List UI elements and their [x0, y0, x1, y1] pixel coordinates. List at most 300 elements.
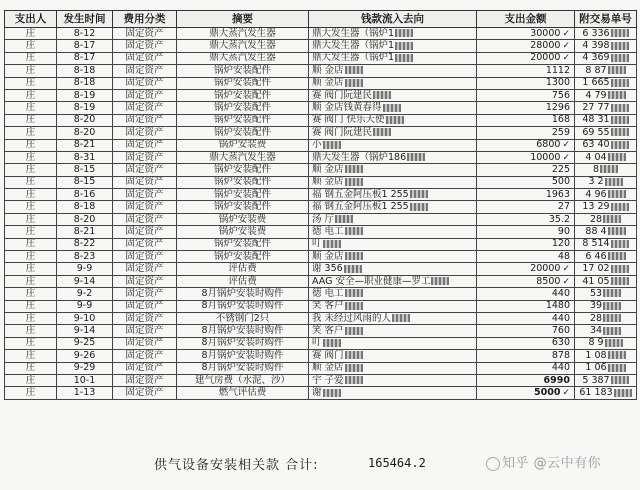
date-text: 8-18	[73, 64, 96, 76]
category-text: 固定资产	[125, 52, 164, 64]
date-text: 9-2	[76, 287, 93, 299]
destination-cell	[309, 164, 477, 176]
amount-text: 10000	[530, 151, 561, 163]
destination-cell	[309, 300, 477, 312]
redaction-mark	[603, 327, 621, 335]
redaction-mark	[600, 165, 618, 173]
column-header-summary: 摘要	[177, 11, 309, 28]
amount-cell	[477, 350, 575, 362]
redaction-mark	[608, 91, 626, 99]
category-text: 固定资产	[125, 114, 164, 126]
payer-text: 庄	[25, 374, 36, 386]
table-row	[5, 114, 637, 126]
summary-cell	[177, 275, 309, 287]
summary-text: 锅炉安装配件	[213, 126, 271, 138]
summary-text: 不锈钢门2只	[215, 312, 270, 324]
summary-text: 锅炉安装配件	[213, 250, 271, 262]
payer-cell	[5, 251, 57, 263]
date-text: 9-14	[73, 275, 96, 287]
date-text: 8-17	[73, 52, 96, 64]
transaction-ref-text: 61 183	[579, 387, 613, 399]
date-cell	[57, 350, 113, 362]
transaction-ref-text: 1 665	[582, 77, 610, 89]
summary-text: 锅炉安装配件	[213, 188, 271, 200]
column-header-amount: 支出金额	[477, 11, 575, 28]
destination-text: 我 未经过风雨的人	[312, 312, 392, 324]
summary-cell	[177, 201, 309, 213]
summary-cell	[177, 337, 309, 349]
payer-text: 庄	[25, 163, 36, 175]
destination-cell	[309, 189, 477, 201]
transaction-ref-text: 88 4	[585, 225, 607, 237]
date-cell	[57, 151, 113, 163]
category-cell	[113, 65, 177, 77]
date-cell	[57, 325, 113, 337]
transaction-ref-cell	[575, 238, 637, 250]
date-text: 8-16	[73, 188, 96, 200]
category-cell	[113, 350, 177, 362]
amount-cell	[477, 226, 575, 238]
table-row	[5, 374, 637, 386]
amount-cell	[477, 176, 575, 188]
amount-cell	[477, 127, 575, 139]
category-text: 固定资产	[125, 64, 164, 76]
category-cell	[113, 28, 177, 40]
date-text: 8-20	[73, 126, 96, 138]
transaction-ref-text: 34	[589, 325, 603, 337]
amount-text: 28000	[530, 40, 561, 52]
redaction-mark	[611, 203, 629, 211]
summary-cell	[177, 226, 309, 238]
transaction-ref-cell	[575, 77, 637, 89]
amount-cell	[477, 65, 575, 77]
date-cell	[57, 28, 113, 40]
category-cell	[113, 325, 177, 337]
payer-text: 庄	[25, 349, 36, 361]
summary-cell	[177, 65, 309, 77]
destination-cell	[309, 176, 477, 188]
date-text: 9-9	[76, 263, 93, 275]
amount-cell	[477, 89, 575, 101]
payer-text: 庄	[25, 287, 36, 299]
amount-text: 35.2	[548, 213, 570, 225]
category-cell	[113, 176, 177, 188]
transaction-ref-text: 3 2	[588, 176, 604, 188]
category-text: 固定资产	[125, 201, 164, 213]
summary-text: 锅炉安装配件	[213, 201, 271, 213]
amount-text: 630	[551, 337, 570, 349]
payer-text: 庄	[25, 362, 36, 374]
transaction-ref-text: 4 398	[582, 40, 610, 52]
payer-cell	[5, 77, 57, 89]
amount-cell	[477, 387, 575, 399]
summary-cell	[177, 288, 309, 300]
amount-cell	[477, 139, 575, 151]
table-row	[5, 102, 637, 114]
summary-text: 锅炉安装配件	[213, 102, 271, 114]
amount-cell	[477, 238, 575, 250]
date-cell	[57, 65, 113, 77]
amount-cell	[477, 288, 575, 300]
redaction-mark	[611, 376, 629, 384]
redaction-mark	[611, 54, 629, 62]
amount-text: 27	[557, 201, 570, 213]
amount-cell	[477, 275, 575, 287]
redaction-mark	[323, 389, 341, 397]
date-text: 8-20	[73, 114, 96, 126]
category-text: 固定资产	[125, 287, 164, 299]
redaction-mark	[323, 141, 341, 149]
payer-cell	[5, 275, 57, 287]
category-text: 固定资产	[125, 362, 164, 374]
destination-cell	[309, 337, 477, 349]
date-cell	[57, 387, 113, 399]
transaction-ref-text: 4 369	[582, 52, 610, 64]
redaction-mark	[608, 190, 626, 198]
payer-text: 庄	[25, 275, 36, 287]
summary-cell	[177, 127, 309, 139]
summary-text: 8月锅炉安装时购件	[201, 287, 284, 299]
payer-cell	[5, 325, 57, 337]
payer-cell	[5, 337, 57, 349]
category-cell	[113, 102, 177, 114]
summary-text: 锅炉安装配件	[213, 89, 271, 101]
category-cell	[113, 238, 177, 250]
amount-text: 5000	[534, 387, 561, 399]
category-cell	[113, 114, 177, 126]
table-row	[5, 40, 637, 52]
payer-text: 庄	[25, 225, 36, 237]
redaction-mark	[608, 364, 626, 372]
transaction-ref-cell	[575, 387, 637, 399]
date-text: 9-25	[73, 337, 96, 349]
date-cell	[57, 251, 113, 263]
payer-text: 庄	[25, 250, 36, 262]
category-text: 固定资产	[125, 89, 164, 101]
summary-cell	[177, 362, 309, 374]
transaction-ref-cell	[575, 325, 637, 337]
payer-text: 庄	[25, 27, 36, 39]
summary-cell	[177, 89, 309, 101]
date-cell	[57, 362, 113, 374]
amount-text: 259	[551, 126, 570, 138]
summary-cell	[177, 325, 309, 337]
destination-text: 顺 金店	[312, 362, 344, 374]
summary-cell	[177, 263, 309, 275]
table-row	[5, 251, 637, 263]
summary-cell	[177, 251, 309, 263]
destination-cell	[309, 65, 477, 77]
transaction-ref-text: 5 387	[582, 374, 610, 386]
transaction-ref-cell	[575, 189, 637, 201]
destination-cell	[309, 89, 477, 101]
transaction-ref-text: 1 06	[585, 362, 607, 374]
destination-text: 顺 金店	[312, 64, 344, 76]
destination-text: 福 钢五金阿压板1 255	[312, 201, 409, 213]
payer-cell	[5, 374, 57, 386]
redaction-mark	[345, 165, 363, 173]
summary-cell	[177, 350, 309, 362]
payer-cell	[5, 176, 57, 188]
transaction-ref-cell	[575, 263, 637, 275]
checkmark-icon: ✓	[562, 53, 570, 64]
date-cell	[57, 312, 113, 324]
column-header-payer: 支出人	[5, 11, 57, 28]
date-cell	[57, 374, 113, 386]
redaction-mark	[345, 376, 363, 384]
checkmark-icon: ✓	[562, 41, 570, 52]
summary-text: 锅炉安装费	[218, 225, 267, 237]
category-text: 固定资产	[125, 238, 164, 250]
category-text: 固定资产	[125, 213, 164, 225]
category-text: 固定资产	[125, 77, 164, 89]
destination-cell	[309, 151, 477, 163]
amount-cell	[477, 151, 575, 163]
redaction-mark	[323, 339, 341, 347]
summary-text: 锅炉安装配件	[213, 176, 271, 188]
destination-cell	[309, 263, 477, 275]
table-row	[5, 176, 637, 188]
table-row	[5, 226, 637, 238]
date-cell	[57, 337, 113, 349]
redaction-mark	[614, 389, 632, 397]
date-text: 8-21	[73, 225, 96, 237]
category-cell	[113, 312, 177, 324]
transaction-ref-text: 27 77	[582, 102, 610, 114]
redaction-mark	[608, 153, 626, 161]
destination-cell	[309, 325, 477, 337]
destination-text: 赛 阀门 快乐天使	[312, 114, 385, 126]
summary-cell	[177, 151, 309, 163]
category-text: 固定资产	[125, 312, 164, 324]
date-cell	[57, 40, 113, 52]
summary-cell	[177, 52, 309, 64]
date-cell	[57, 275, 113, 287]
redaction-mark	[345, 364, 363, 372]
transaction-ref-text: 8 87	[585, 64, 607, 76]
checkmark-icon: ✓	[562, 264, 570, 275]
destination-text: 顺 金店	[312, 77, 344, 89]
date-cell	[57, 114, 113, 126]
payer-text: 庄	[25, 213, 36, 225]
destination-text: 鼎大发生器（锅炉186	[312, 151, 407, 163]
payer-cell	[5, 288, 57, 300]
destination-cell	[309, 102, 477, 114]
redaction-mark	[345, 66, 363, 74]
redaction-mark	[344, 265, 362, 273]
date-text: 8-17	[73, 40, 96, 52]
payer-cell	[5, 40, 57, 52]
amount-cell	[477, 102, 575, 114]
payer-text: 庄	[25, 312, 36, 324]
date-text: 8-21	[73, 139, 96, 151]
date-text: 10-1	[73, 374, 96, 386]
destination-cell	[309, 52, 477, 64]
payer-cell	[5, 114, 57, 126]
redaction-mark	[603, 314, 621, 322]
date-cell	[57, 238, 113, 250]
redaction-mark	[603, 215, 621, 223]
amount-cell	[477, 263, 575, 275]
transaction-ref-text: 8	[592, 163, 600, 175]
transaction-ref-cell	[575, 151, 637, 163]
payer-text: 庄	[25, 387, 36, 399]
payer-text: 庄	[25, 263, 36, 275]
date-text: 8-18	[73, 77, 96, 89]
checkmark-icon: ✓	[562, 140, 570, 151]
payer-cell	[5, 28, 57, 40]
destination-text: 福 钢五金阿压板1 255	[312, 188, 409, 200]
transaction-ref-text: 48 31	[582, 114, 610, 126]
category-text: 固定资产	[125, 250, 164, 262]
payer-cell	[5, 350, 57, 362]
date-cell	[57, 226, 113, 238]
destination-cell	[309, 77, 477, 89]
redaction-mark	[383, 104, 401, 112]
transaction-ref-text: 4 04	[585, 151, 607, 163]
table-row	[5, 127, 637, 139]
summary-text: 评估费	[228, 263, 257, 275]
summary-text: 鼎大蒸汽发生器	[209, 40, 276, 52]
transaction-ref-cell	[575, 350, 637, 362]
watermark	[486, 452, 601, 471]
transaction-ref-text: 4 79	[585, 89, 607, 101]
redaction-mark	[611, 240, 629, 248]
amount-text: 48	[557, 250, 570, 262]
category-text: 固定资产	[125, 176, 164, 188]
summary-cell	[177, 312, 309, 324]
destination-text: 笑 客户	[312, 325, 344, 337]
table-row	[5, 362, 637, 374]
date-text: 9-14	[73, 325, 96, 337]
summary-text: 8月锅炉安装时购件	[201, 349, 284, 361]
date-text: 8-31	[73, 151, 96, 163]
payer-cell	[5, 238, 57, 250]
watermark-text: 知乎 @云中有你	[502, 456, 602, 471]
transaction-ref-cell	[575, 337, 637, 349]
table-row	[5, 213, 637, 225]
summary-cell	[177, 114, 309, 126]
summary-text: 锅炉安装配件	[213, 77, 271, 89]
transaction-ref-text: 69 55	[582, 126, 610, 138]
category-text: 固定资产	[125, 387, 164, 399]
amount-cell	[477, 337, 575, 349]
destination-text: 鼎大发生器（锅炉1	[312, 27, 395, 39]
amount-cell	[477, 362, 575, 374]
transaction-ref-cell	[575, 226, 637, 238]
destination-cell	[309, 40, 477, 52]
date-cell	[57, 127, 113, 139]
destination-text: 顺 金店钱黄春得	[312, 102, 382, 114]
destination-cell	[309, 312, 477, 324]
redaction-mark	[335, 215, 353, 223]
amount-text: 225	[551, 163, 570, 175]
redaction-mark	[611, 104, 629, 112]
summary-text: 8月锅炉安装时购件	[201, 325, 284, 337]
destination-text: 赛 阀门阮建民	[312, 89, 373, 101]
payer-cell	[5, 89, 57, 101]
checkmark-icon: ✓	[562, 388, 570, 399]
category-cell	[113, 275, 177, 287]
date-cell	[57, 189, 113, 201]
amount-text: 6800	[536, 139, 561, 151]
column-header-destination: 钱款流入去向	[309, 11, 477, 28]
transaction-ref-cell	[575, 65, 637, 77]
destination-cell	[309, 362, 477, 374]
amount-text: 90	[557, 225, 570, 237]
footer-total-label: 供气设备安装相关款 合计:	[154, 458, 319, 473]
amount-text: 500	[551, 176, 570, 188]
footer-total-value: 165464.2	[368, 456, 426, 470]
category-cell	[113, 300, 177, 312]
amount-cell	[477, 77, 575, 89]
table-row	[5, 275, 637, 287]
table-row	[5, 312, 637, 324]
table-row	[5, 139, 637, 151]
redaction-mark	[603, 302, 621, 310]
destination-text: 小	[312, 139, 322, 151]
redaction-mark	[410, 203, 428, 211]
redaction-mark	[395, 42, 413, 50]
date-text: 8-22	[73, 238, 96, 250]
payer-cell	[5, 164, 57, 176]
date-cell	[57, 89, 113, 101]
summary-cell	[177, 238, 309, 250]
redaction-mark	[345, 178, 363, 186]
amount-text: 1296	[545, 102, 570, 114]
payer-text: 庄	[25, 139, 36, 151]
amount-cell	[477, 325, 575, 337]
transaction-ref-cell	[575, 139, 637, 151]
transaction-ref-text: 4 96	[585, 188, 607, 200]
destination-text: 汤 厅	[312, 213, 335, 225]
destination-cell	[309, 251, 477, 263]
date-text: 9-29	[73, 362, 96, 374]
amount-text: 8500	[536, 275, 561, 287]
summary-cell	[177, 300, 309, 312]
destination-cell	[309, 139, 477, 151]
amount-cell	[477, 114, 575, 126]
category-cell	[113, 139, 177, 151]
payer-cell	[5, 263, 57, 275]
amount-text: 6990	[543, 374, 570, 386]
transaction-ref-cell	[575, 374, 637, 386]
summary-cell	[177, 102, 309, 114]
payer-cell	[5, 226, 57, 238]
payer-text: 庄	[25, 300, 36, 312]
transaction-ref-cell	[575, 102, 637, 114]
redaction-mark	[323, 240, 341, 248]
transaction-ref-cell	[575, 28, 637, 40]
category-text: 固定资产	[125, 163, 164, 175]
transaction-ref-text: 6 46	[585, 250, 607, 262]
amount-cell	[477, 213, 575, 225]
date-cell	[57, 176, 113, 188]
amount-cell	[477, 374, 575, 386]
amount-text: 1963	[545, 188, 570, 200]
destination-text: 德 电工	[312, 287, 344, 299]
redaction-mark	[611, 29, 629, 37]
category-cell	[113, 387, 177, 399]
date-text: 8-18	[73, 201, 96, 213]
redaction-mark	[611, 116, 629, 124]
date-cell	[57, 201, 113, 213]
destination-cell	[309, 350, 477, 362]
table-row	[5, 151, 637, 163]
table-row	[5, 28, 637, 40]
summary-cell	[177, 176, 309, 188]
date-text: 9-26	[73, 349, 96, 361]
